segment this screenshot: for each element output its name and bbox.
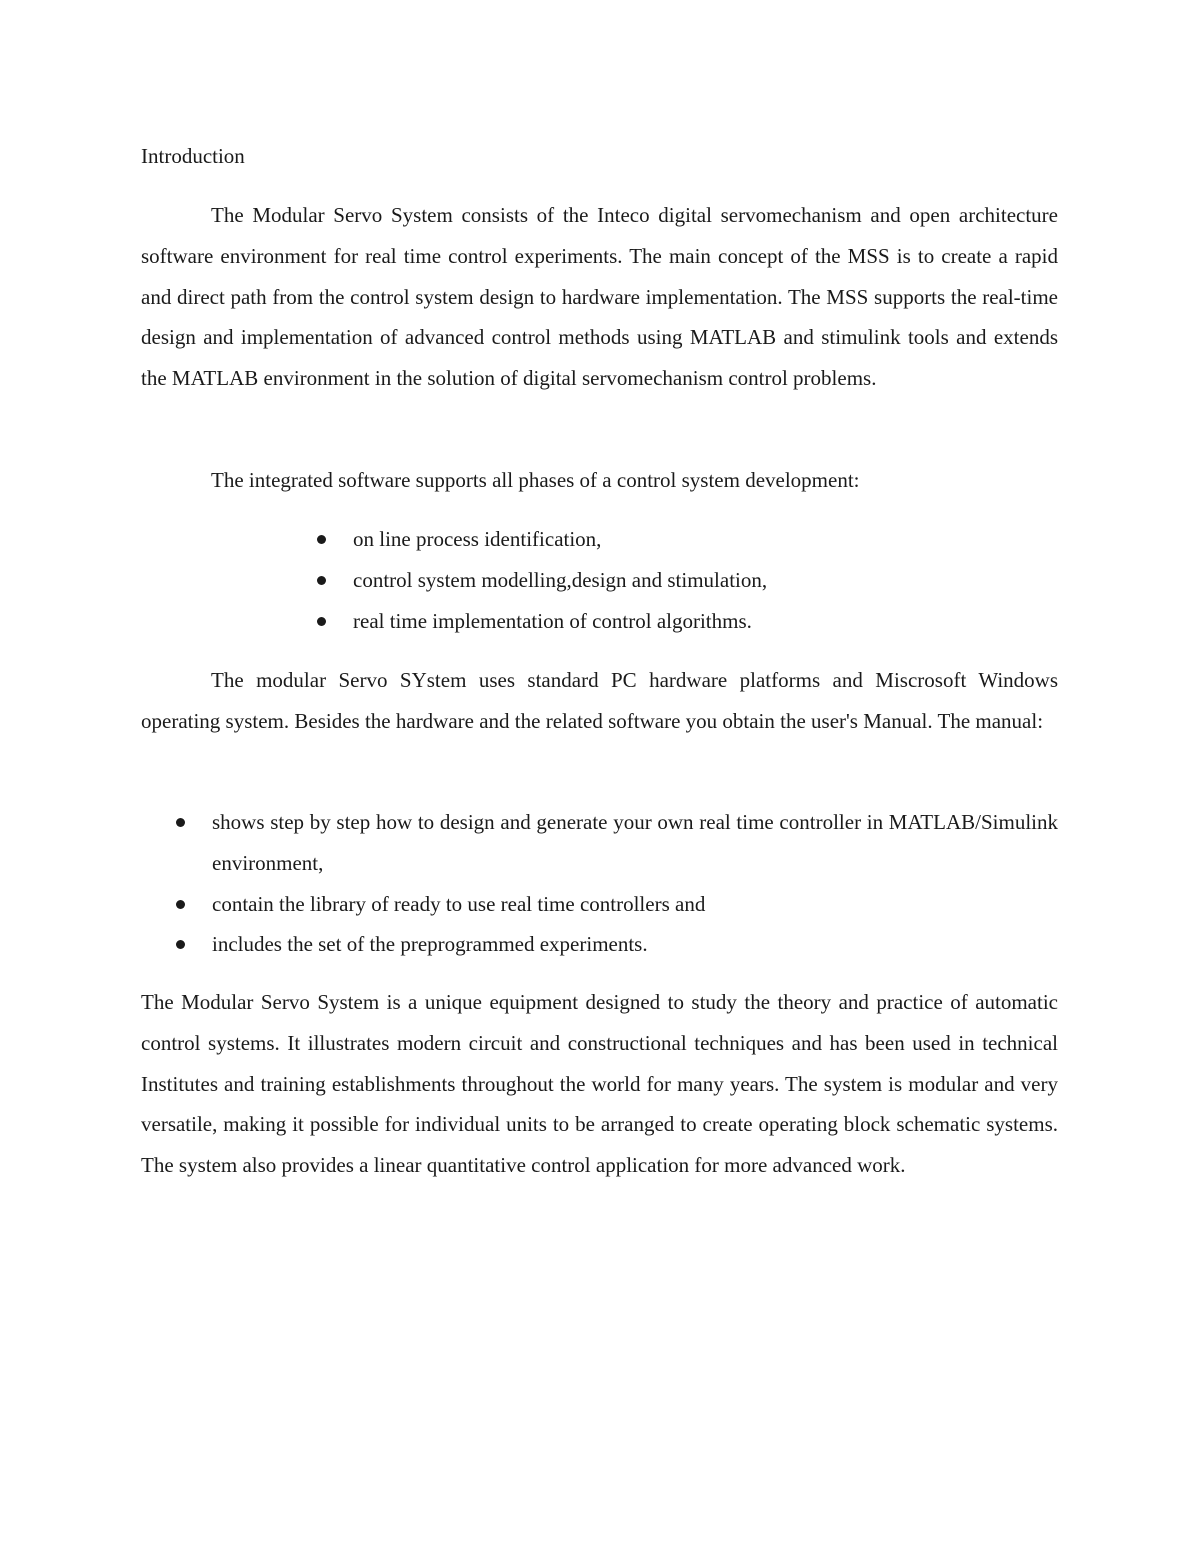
list-item-text: contain the library of ready to use real time controllers and (212, 891, 706, 916)
list-item-text: shows step by step how to design and generate your own real time controller in MATLAB/Simulink environment, (212, 810, 1058, 875)
phases-list (353, 519, 1053, 641)
bullet-icon (317, 535, 326, 544)
list-item-text: includes the set of the preprogrammed experiments. (212, 932, 648, 957)
list-item (212, 924, 1058, 965)
list-item-text: on line process identification, (353, 527, 602, 551)
bullet-icon (176, 900, 185, 909)
summary-paragraph: The Modular Servo System is a unique equipment designed to study the theory and practice of automatic control systems. It illustrates modern circuit and constructional techniques and has been used in technical Institutes and training establishments throughout the world for many years. The system is modular and very versatile, making it possible for individual units to be arranged to create operating block schematic systems. The system also provides a linear quantitative control application for more advanced work. (141, 990, 1058, 1178)
bullet-icon (317, 617, 326, 626)
list-item (212, 884, 1058, 925)
list-item (353, 560, 1053, 601)
manual-list (212, 802, 1058, 965)
list-item (212, 802, 1058, 884)
list-item-text: real time implementation of control algorithms. (353, 608, 752, 633)
list-item (353, 519, 1053, 560)
bullet-icon (176, 818, 185, 827)
list-item-text: control system modelling,design and stimulation, (353, 567, 768, 592)
bullet-icon (176, 940, 185, 949)
intro-paragraph: The Modular Servo System consists of the Inteco digital servomechanism and open architecture software environment for real time control experiments. The main concept of the MSS is to create a rapid and direct path from the control system design to hardware implementation. The MSS supports the real-time design and implementation of advanced control methods using MATLAB and stimulink tools and extends the MATLAB environment in the solution of digital servomechanism control problems. (141, 203, 1058, 391)
hardware-paragraph: The modular Servo SYstem uses standard PC hardware platforms and Miscrosoft Windows operating system. Besides the hardware and the related software you obtain the user's Manual. The manual: (141, 668, 1058, 733)
section-heading: Introduction (141, 144, 245, 168)
software-paragraph: The integrated software supports all phases of a control system development: (211, 468, 860, 492)
bullet-icon (317, 576, 326, 585)
list-item (353, 601, 1053, 642)
